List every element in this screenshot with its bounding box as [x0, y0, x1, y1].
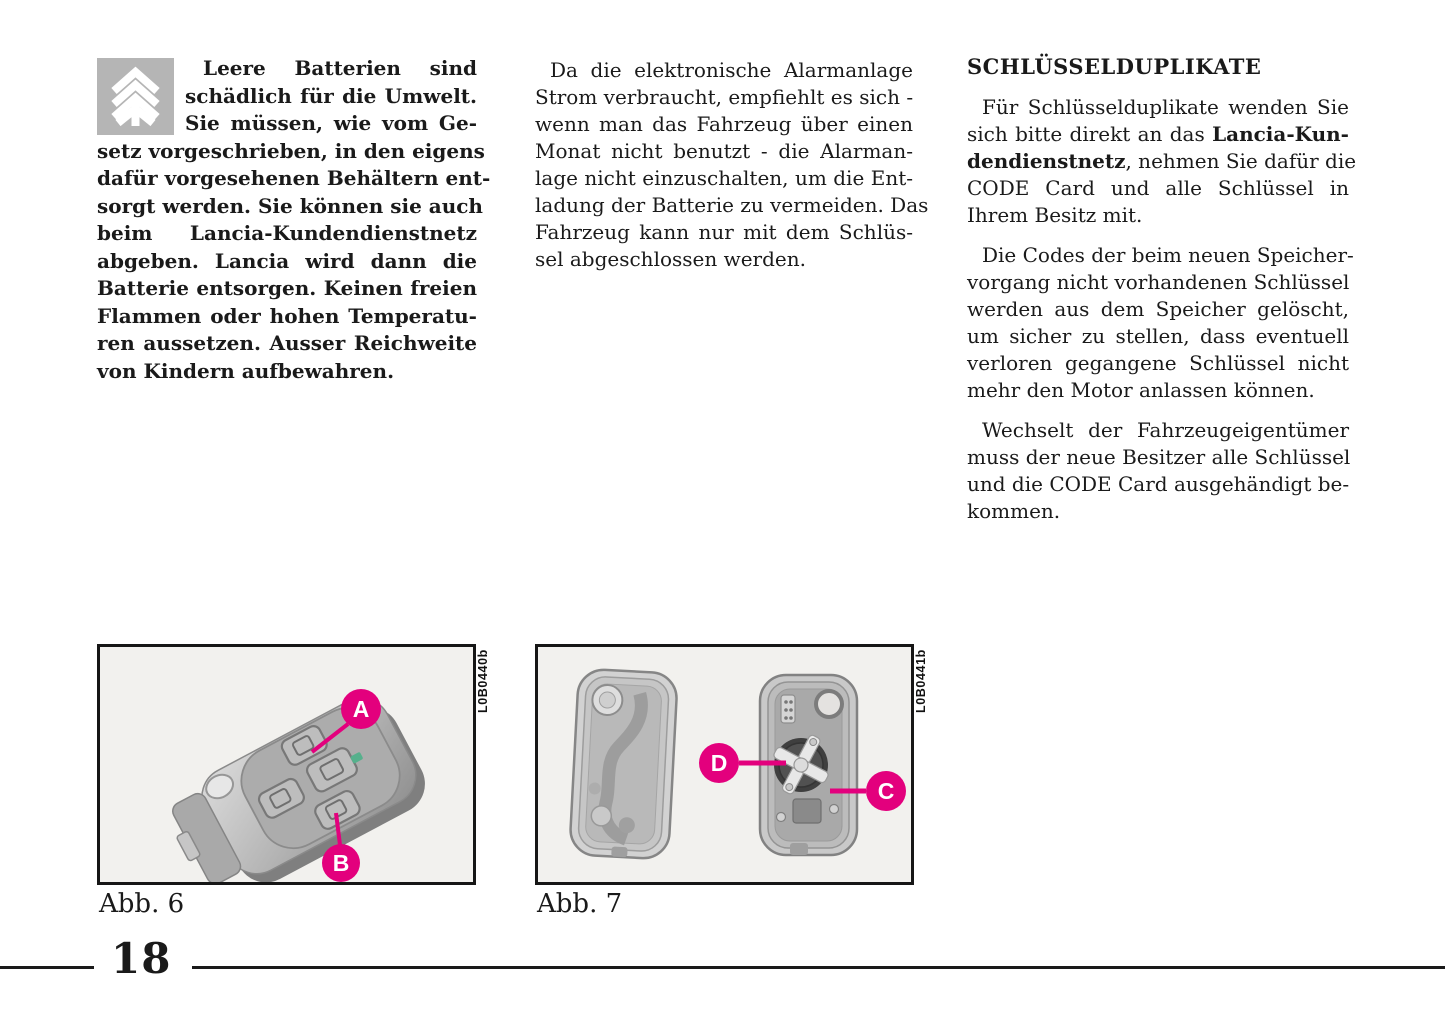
page-number: 18 [111, 934, 172, 983]
footer-rule-right [192, 966, 1445, 969]
figure-code-label: L0B0440b [476, 649, 490, 713]
alarm-note-paragraph [535, 57, 929, 273]
text-line: Leere Batterien sind [203, 56, 477, 80]
text-line: setz vorgeschrieben, in den eigens [97, 138, 485, 163]
text-line: CODE Card und alle Schlüssel in [967, 176, 1349, 200]
text-line: sorgt werden. Sie können sie auch [97, 193, 483, 218]
text-line: Batterie entsorgen. Keinen freien [97, 276, 477, 300]
text-line: Ihrem Besitz mit. [967, 203, 1143, 227]
figure-6-panel [97, 644, 490, 885]
key-ring-hole [816, 691, 842, 717]
key-fob-body [158, 686, 436, 882]
paragraph [967, 94, 1357, 229]
figure-7-panel [535, 644, 928, 885]
text-line: dafür vorgesehenen Behältern ent- [97, 166, 491, 190]
transponder-chip [793, 799, 821, 823]
text-line: mehr den Motor anlassen können. [967, 378, 1315, 402]
pine-tree-icon [97, 58, 174, 135]
paragraph [967, 242, 1354, 404]
text-line: dendienstnetz, nehmen Sie dafür die [967, 149, 1357, 173]
text-line: und die CODE Card ausgehändigt be- [967, 472, 1350, 496]
paragraph [967, 417, 1349, 525]
text-line: Wechselt der Fahrzeugeigentümer [982, 418, 1349, 442]
figure-code-label: L0B0441b [914, 649, 928, 713]
text-line: Für Schlüsselduplikate wenden Sie [982, 95, 1349, 119]
text-line: Flammen oder hohen Temperatu- [97, 303, 477, 328]
text-line: ladung der Batterie zu vermeiden. Das [535, 193, 929, 217]
text-line: Monat nicht benutzt - die Alarman- [535, 139, 913, 163]
figure-6-caption: Abb. 6 [99, 889, 185, 919]
text-line: wenn man das Fahrzeug über einen [535, 112, 913, 136]
text-line: sich bitte direkt an das Lancia-Kun- [967, 122, 1349, 146]
text-line: schädlich für die Umwelt. [185, 83, 477, 108]
text-line: Strom verbraucht, empfiehlt es sich - [535, 85, 914, 109]
eco-badge [97, 58, 174, 135]
text-line: Die Codes der beim neuen Speicher- [982, 243, 1354, 267]
text-line: Da die elektronische Alarmanlage [550, 58, 913, 82]
text-line: ren aussetzen. Ausser Reichweite [97, 331, 477, 355]
key-back-cover [569, 669, 678, 860]
callout-c-letter: C [877, 778, 895, 804]
text-line: von Kindern aufbewahren. [97, 358, 395, 383]
text-line: abgeben. Lancia wird dann die [97, 248, 477, 273]
text-line: vorgang nicht vorhandenen Schlüssel [967, 270, 1350, 294]
warning-paragraph [97, 55, 491, 385]
key-battery-illustration [538, 647, 911, 882]
text-line: kommen. [967, 499, 1061, 523]
text-line: beim Lancia-Kundendienstnetz [97, 221, 477, 245]
callout-a-letter: A [352, 696, 370, 722]
key-fob-illustration [100, 647, 473, 882]
text-line: werden aus dem Speicher gelöscht, [967, 297, 1349, 321]
text-line: verloren gegangene Schlüssel nicht [967, 351, 1349, 375]
text-line: Fahrzeug kann nur mit dem Schlüs- [535, 220, 913, 244]
text-line: um sicher zu stellen, dass eventuell [967, 324, 1349, 348]
key-duplicates-section [967, 53, 1357, 525]
callout-d-letter: D [710, 750, 728, 776]
text-line: sel abgeschlossen werden. [535, 247, 806, 271]
text-line: lage nicht einzuschalten, um die Ent- [535, 166, 913, 190]
figure-7-caption: Abb. 7 [537, 889, 623, 919]
footer-rule-left [0, 966, 94, 969]
text-line: Sie müssen, wie vom Ge- [185, 111, 477, 135]
text-line: muss der neue Besitzer alle Schlüssel [967, 445, 1351, 469]
callout-b-letter: B [332, 850, 350, 876]
section-heading: SCHLÜSSELDUPLIKATE [967, 54, 1262, 79]
